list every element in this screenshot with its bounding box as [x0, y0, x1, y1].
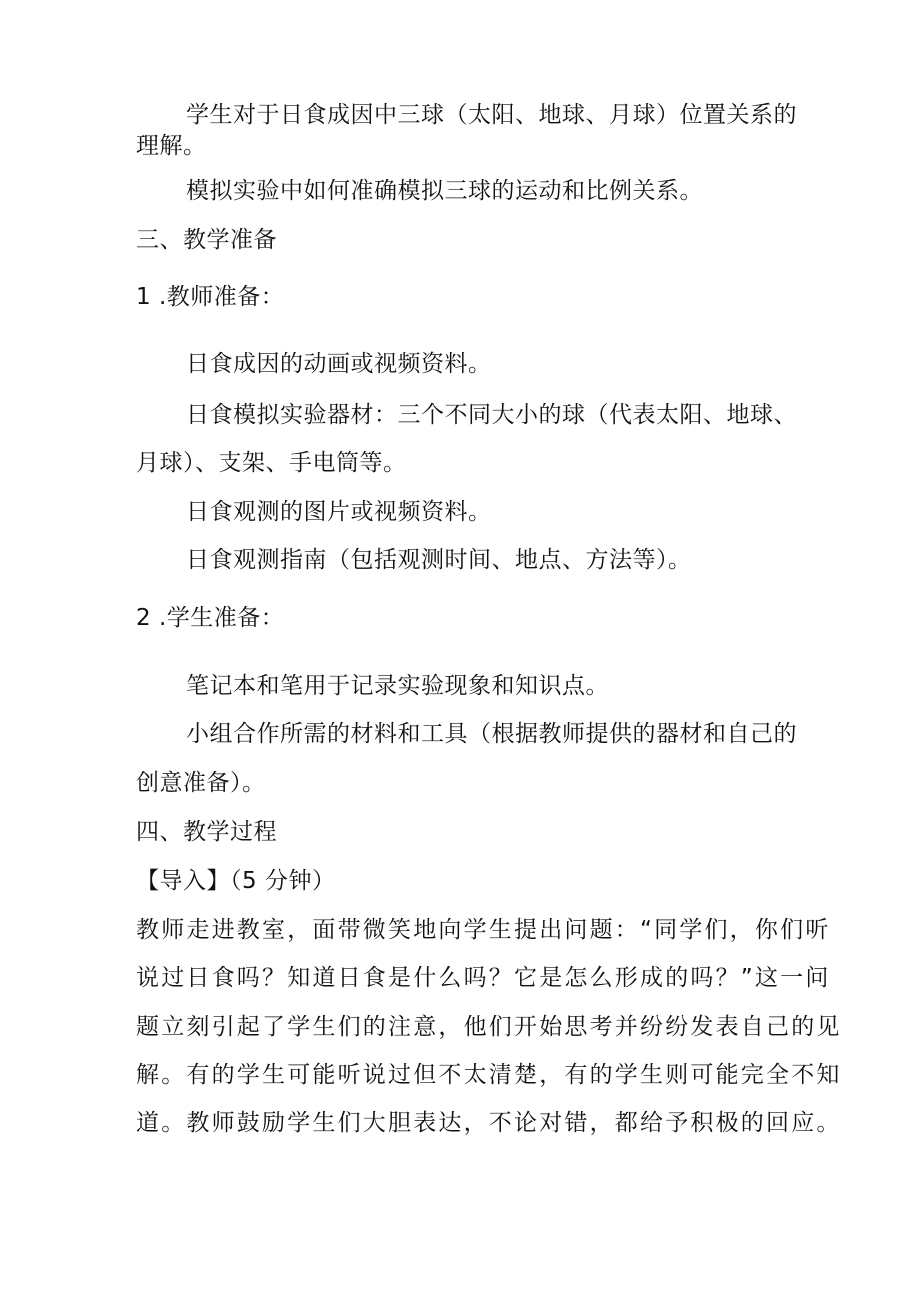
intro-paragraph-line-2: 说过日食吗？知道日食是什么吗？它是怎么形成的吗？”这一问	[136, 965, 831, 991]
intro-heading: 【导入】（5 分钟）	[136, 868, 336, 894]
teacher-item-4: 日食观测指南（包括观测时间、地点、方法等）。	[186, 547, 692, 573]
teacher-item-1: 日食成因的动画或视频资料。	[186, 351, 492, 377]
student-item-2-line-2: 创意准备）。	[136, 770, 266, 796]
teacher-item-2-line-2: 月球）、支架、手电筒等。	[136, 450, 407, 476]
teacher-item-2-line-1: 日食模拟实验器材：三个不同大小的球（代表太阳、地球、	[186, 402, 797, 428]
intro-paragraph-line-4: 解。有的学生可能听说过但不太清楚，有的学生则可能完全不知	[136, 1062, 842, 1088]
student-item-1: 笔记本和笔用于记录实验现象和知识点。	[186, 673, 609, 699]
teacher-prep-heading: 1 .教师准备：	[136, 284, 285, 310]
intro-paragraph-line-3: 题立刻引起了学生们的注意，他们开始思考并纷纷发表自己的见	[136, 1014, 842, 1040]
student-item-2-line-1: 小组合作所需的材料和工具（根据教师提供的器材和自己的	[186, 721, 797, 747]
section3-heading: 三、教学准备	[136, 227, 277, 253]
student-prep-heading: 2 .学生准备：	[136, 605, 285, 631]
section4-heading: 四、教学过程	[136, 819, 277, 845]
intro-paragraph-line-5: 道。教师鼓励学生们大胆表达，不论对错，都给予积极的回应。	[136, 1110, 842, 1136]
key-point-line-1: 学生对于日食成因中三球（太阳、地球、月球）位置关系的	[186, 102, 797, 128]
teacher-item-3: 日食观测的图片或视频资料。	[186, 499, 492, 525]
key-point-line-3: 模拟实验中如何准确模拟三球的运动和比例关系。	[186, 178, 703, 204]
intro-paragraph-line-1: 教师走进教室，面带微笑地向学生提出问题：“同学们，你们听	[136, 917, 831, 943]
key-point-line-2: 理解。	[136, 133, 207, 159]
